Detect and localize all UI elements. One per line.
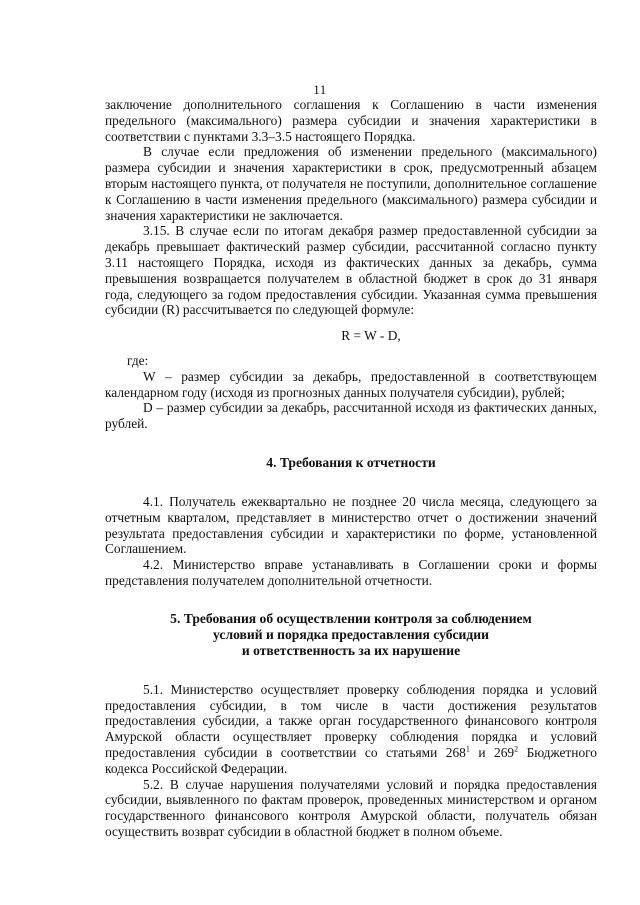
definition-d: D – размер субсидии за декабрь, рассчитанной исходя из фактических данных, рублей. (105, 400, 597, 432)
section-heading-5 (105, 611, 597, 659)
section-heading-5-line-1: 5. Требования об осуществлении контроля за соблюдением (170, 610, 532, 626)
formula-where-label: где: (127, 352, 149, 368)
paragraph-5-2: 5.2. В случае нарушения получателями условий и порядка предоставления субсидии, выявленного по фактам проверок, проведенных министерством и органом государственного финансового контроля Амурской области, получатель обязан осуществить возврат субсидии в областной бюджет в полном объеме. (105, 776, 597, 839)
paragraph-5-1-end: Бюджетного кодекса Российской Федерации. (105, 744, 597, 776)
document-body (105, 97, 597, 840)
paragraph-continuation: заключение дополнительного соглашения к Соглашению в части изменения предельного (максимального) размера субсидии и значения характеристики в соответствии с пунктами 3.3–3.5 настоящего Порядка. (105, 97, 597, 144)
paragraph-proposals: В случае если предложения об изменении предельного (максимального) размера субсидии и значения характеристики в срок, предусмотренный абзацем вторым настоящего пункта, от получателя не поступили, дополнительное соглашение к Соглашению в части изменения предельного (максимального) размера субсидии и значения характеристики не заключается. (105, 144, 597, 223)
section-heading-5-line-3: и ответственность за их нарушение (241, 642, 461, 658)
paragraph-5-1 (105, 682, 597, 777)
paragraph-5-1-text: 5.1. Министерство осуществляет проверку соблюдения порядка и условий предоставления субсидии, в том числе в части достижения результатов предоставления субсидии, а также орган государственного финансового контроля Амурской области осуществляет проверку соблюдения порядка и условий предоставления субсидии в соответствии со статьями 268 (105, 681, 597, 760)
page-number: 11 (313, 82, 327, 97)
section-heading-5-line-2: условий и порядка предоставления субсидии (213, 626, 489, 642)
superscript-1: 1 (465, 744, 470, 754)
section-heading-4: 4. Требования к отчетности (266, 454, 436, 470)
superscript-2: 2 (514, 744, 519, 754)
definition-w: W – размер субсидии за декабрь, предоставленной в соответствующем календарном году (исходя из прогнозных данных получателя субсидии), рублей; (105, 368, 597, 400)
paragraph-3-15: 3.15. В случае если по итогам декабря размер предоставленной субсидии за декабрь превышает фактический размер субсидии, рассчитанной согласно пункту 3.11 настоящего Порядка, исходя из фактических данных за декабрь, сумма превышения возвращается получателем в областной бюджет в срок до 31 января года, следующего за годом предоставления субсидии. Указанная сумма превышения субсидии (R) рассчитывается по следующей формуле: (105, 223, 597, 318)
formula: R = W - D, (341, 328, 401, 344)
paragraph-4-1: 4.1. Получатель ежеквартально не позднее 20 числа месяца, следующего за отчетным кварталом, представляет в министерство отчет о достижении значений результата предоставления субсидии и характеристики по форме, установленной Соглашением. (105, 493, 597, 557)
paragraph-4-2: 4.2. Министерство вправе устанавливать в Соглашении сроки и формы представления получателем дополнительной отчетности. (105, 557, 597, 588)
paragraph-5-1-middle: и 269 (469, 744, 515, 760)
